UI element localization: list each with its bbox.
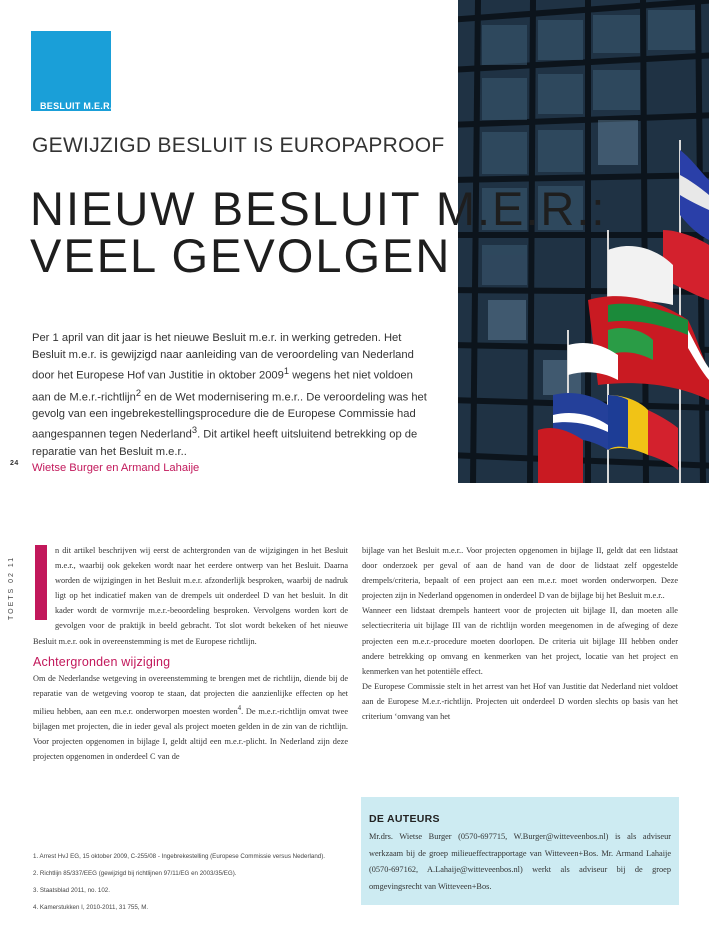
paragraph-right-3: De Europese Commissie stelt in het arrest van het Hof van Justitie dat Nederland niet voldoet aan de Europese M.e.r.-richtlijn. Projecten uit onderdeel D worden slechts op basis van het criterium ‘omvang van het	[362, 681, 678, 722]
paragraph-achtergronden	[33, 671, 348, 764]
section-tag-block	[31, 31, 111, 111]
footnote-1: 1. Arrest HvJ EG, 15 oktober 2009, C-255/08 - Ingebrekestelling (Europese Commissie versus Nederland).	[33, 853, 325, 860]
footnote-3: 3. Staatsblad 2011, no. 102.	[33, 887, 110, 894]
footnote-2: 2. Richtlijn 85/337/EEG (gewijzigd bij richtlijnen 97/11/EG en 2003/35/EG).	[33, 870, 237, 877]
paragraph-right-2: Wanneer een lidstaat drempels hanteert voor de projecten uit bijlage II, dan moeten alle selectiecriteria uit bijlage III van de richtlijn worden meegenomen in de afweging of deze projecten een m.e.r.-procedure moeten doorlopen. De criteria uit bijlage III hebben onder andere betrekking op omvang en kenmerken van het project, locatie van het project en kenmerken van het potentiële effect.	[362, 606, 678, 676]
headline-line-1: NIEUW BESLUIT M.E.R.:	[30, 182, 607, 235]
footnotes	[33, 848, 353, 916]
footnote-4: 4. Kamerstukken I, 2010-2011, 31 755, M.	[33, 904, 149, 911]
headline-line-2: VEEL GEVOLGEN	[30, 229, 452, 282]
paragraph-achtergronden-b: . De m.e.r.-richtlijn omvat twee bijlagen met projecten, die in ieder geval als project moeten gelden in de zin van de richtlijn. Voor projecten opgenomen in bijlage I, geldt altijd een m.e.r.-plicht. In Nederland zijn deze projecten opgenomen in onderdeel C van de	[33, 706, 349, 761]
magazine-side-label: TOETS 02 11	[8, 555, 15, 620]
intro-authors: Wietse Burger en Armand Lahaije	[32, 462, 200, 475]
authors-box-body: Mr.drs. Wietse Burger (0570-697715, W.Burger@witteveenbos.nl) is als adviseur werkzaam bij de groep milieueffectrapportage van Witteveen+Bos. Mr. Armand Lahaije (0570-697162, A.Lahaije@witteveenbos.nl) werkt als adviseur bij de groep omgevingsrecht van Witteveen+Bos.	[369, 832, 671, 891]
page-number: 24	[10, 460, 19, 467]
intro-text-2: wegens het niet voldoen aan de M.e.r.-richtlijn	[32, 369, 413, 404]
body-column-left	[33, 543, 348, 764]
body-column-right	[362, 543, 678, 724]
intro-paragraph	[32, 330, 432, 477]
intro-text-4: . Dit artikel heeft uitsluitend betrekking op de reparatie van het Besluit m.e.r..	[32, 429, 418, 458]
drop-cap-i	[35, 545, 47, 620]
subheading-achtergronden: Achtergronden wijziging	[33, 654, 171, 669]
paragraph-achtergronden-a: Om de Nederlandse wetgeving in overeenstemming te brengen met de richtlijn, diende bij de reparatie van de wetgeving voorop te staan, dat projecten die aanzienlijke effecten op het milieu hebben, aan een m.e.r. onderworpen moesten worden	[33, 673, 348, 716]
paragraph-right-1: bijlage van het Besluit m.e.r.. Voor projecten opgenomen in bijlage II, geldt dat een lidstaat door onderzoek per geval of aan de hand van de door de lidstaat zelf opgestelde drempels/criteria, bepaalt of een project aan een m.e.r. moet worden onderworpen. Deze projecten zijn in Nederland opgenomen in onderdeel D van de bijlage bij het Besluit m.e.r..	[362, 546, 678, 601]
intro-text-1: Per 1 april van dit jaar is het nieuwe Besluit m.e.r. in werking getreden. Het Besluit m.e.r. is gewijzigd naar aanleiding van de veroordeling van Nederland door het Europese Hof van Justitie in oktober 2009	[32, 332, 414, 382]
footnote-ref-3: 3	[191, 425, 198, 436]
paragraph-intro-body: n dit artikel beschrijven wij eerst de achtergronden van de wijzigingen in het Besluit m.e.r., waarbij ook gekeken wordt naar het eerdere ontwerp van het Besluit. Daarna worden de wijzigingen in het Besluit m.e.r. afzonderlijk besproken, waarbij de nadruk ligt op het indicatief maken van de drempels uit onderdeel D van het besluit. In dit kader wordt de vormvrije m.e.r.-beoordeling besproken. Vervolgens worden kort de gevolgen voor de praktijk in beeld gebracht. Tot slot wordt bekeken of het nieuwe Besluit m.e.r. ook in overeenstemming is met de Europese richtlijn.	[33, 546, 348, 646]
authors-box	[361, 797, 679, 905]
footnote-ref-1: 1	[283, 366, 290, 377]
footnote-ref-4: 4	[237, 704, 242, 712]
headline	[30, 182, 709, 282]
authors-box-title: DE AUTEURS	[369, 813, 440, 825]
section-tag-label: BESLUIT M.E.R.	[40, 101, 113, 111]
opening-paragraph	[33, 543, 348, 649]
footnote-ref-2: 2	[135, 387, 142, 398]
intro-text-3: en de Wet modernisering m.e.r.. De veroordeling was het gevolg van een ingebrekestellingsprocedure die de Europese Commissie had aangespannen tegen Nederland	[32, 391, 427, 442]
kicker-title: GEWIJZIGD BESLUIT IS EUROPAPROOF	[32, 134, 445, 157]
